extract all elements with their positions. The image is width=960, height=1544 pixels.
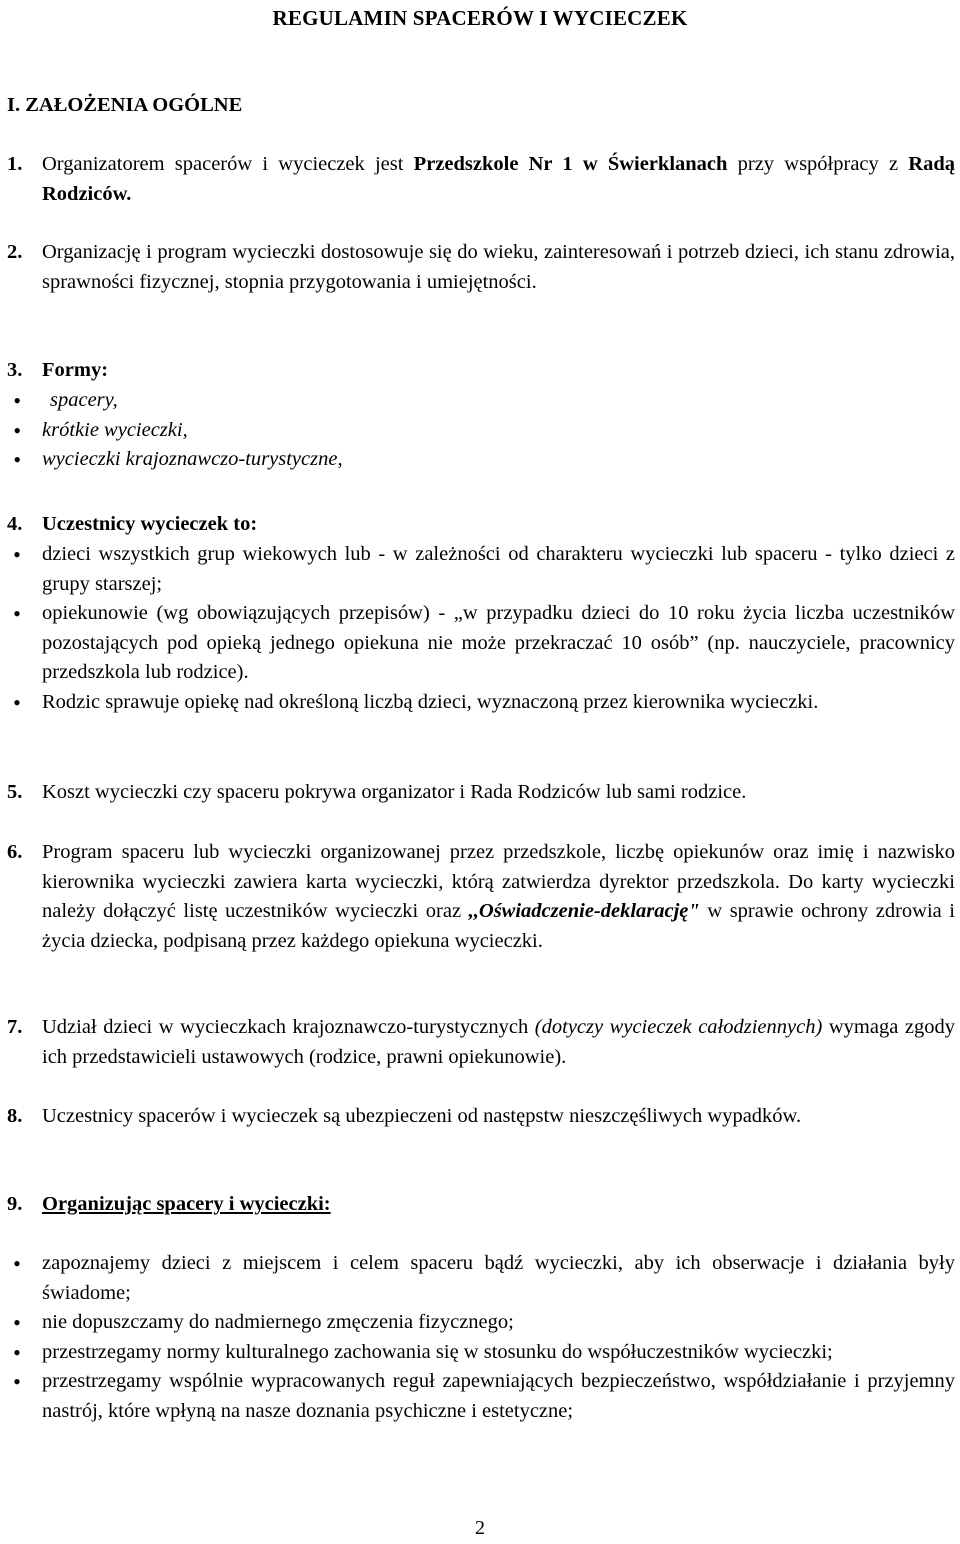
paragraph-number: 2.	[7, 241, 23, 263]
list-item	[7, 540, 955, 599]
parents-council: Radą Rodziców.	[42, 153, 955, 205]
paragraph-number: 4.	[7, 513, 23, 535]
list-item-text: krótkie wycieczki,	[42, 418, 188, 441]
list-item-text: opiekunowie (wg obowiązujących przepisów) - „w przypadku dzieci do 10 roku życia liczba uczestników pozostających pod opieką jednego opiekuna nie może przekraczać 10 osób” (np. nauczyciele, pracownicy przedszkola lub rodzice).	[42, 602, 955, 683]
list-item	[7, 445, 955, 475]
bullet-icon	[7, 540, 27, 572]
list-item-text: spacery,	[50, 389, 118, 411]
list-item	[7, 386, 955, 416]
declaration-title: ,,Oświadczenie-deklarację"	[468, 900, 700, 922]
bullet-icon	[7, 1367, 27, 1399]
list-item	[7, 688, 955, 718]
paragraph-4	[7, 510, 955, 540]
paragraph-heading-wrap	[42, 1190, 955, 1220]
list-item	[7, 416, 955, 446]
paragraph-5	[7, 778, 955, 808]
list-item-text: Rodzic sprawuje opiekę nad określoną liczbą dzieci, wyznaczoną przez kierownika wycieczki.	[42, 690, 819, 713]
paragraph-number: 7.	[7, 1016, 23, 1038]
bullet-icon	[7, 416, 27, 448]
paragraph-number: 8.	[7, 1105, 23, 1127]
bullet-icon	[7, 599, 27, 631]
forms-list	[7, 386, 955, 475]
paragraph-text	[42, 1013, 955, 1072]
list-item-text: dzieci wszystkich grup wiekowych lub - w zależności od charakteru wycieczki lub spaceru - tylko dzieci z grupy starszej;	[42, 543, 955, 595]
paragraph-text: Uczestnicy spacerów i wycieczek są ubezpieczeni od następstw nieszczęśliwych wypadków.	[42, 1105, 802, 1127]
bullet-icon	[7, 1249, 27, 1281]
paragraph-6	[7, 838, 955, 956]
bullet-icon	[7, 688, 27, 720]
participants-list	[7, 540, 955, 717]
bullet-icon	[7, 445, 27, 477]
text-run: Udział dzieci w wycieczkach krajoznawczo-turystycznych	[42, 1016, 535, 1038]
list-item-text: wycieczki krajoznawczo-turystyczne,	[42, 448, 343, 470]
paragraph-text: Organizację i program wycieczki dostosowuje się do wieku, zainteresowań i potrzeb dzieci, ich stanu zdrowia, sprawności fizycznej, stopnia przygotowania i umiejętności.	[42, 241, 955, 293]
list-item	[7, 1249, 955, 1308]
paragraph-number: 5.	[7, 781, 23, 803]
paragraph-9	[7, 1190, 955, 1220]
paragraph-3	[7, 356, 955, 386]
list-item	[7, 1367, 955, 1426]
list-item-text: przestrzegamy normy kulturalnego zachowania się w stosunku do współuczestników wycieczki;	[42, 1340, 833, 1363]
paragraph-heading: Uczestnicy wycieczek to:	[42, 513, 258, 535]
section-heading: I. ZAŁOŻENIA OGÓLNE	[7, 94, 243, 116]
paragraph-number: 9.	[7, 1193, 23, 1215]
paragraph-text: Koszt wycieczki czy spaceru pokrywa organizator i Rada Rodziców lub sami rodzice.	[42, 781, 747, 803]
text-run: Program spaceru lub wycieczki organizowanej przez przedszkole, liczbę opiekunów oraz imię i nazwisko kierownika wycieczki zawiera karta wycieczki, którą zatwierdza dyrektor przedszkola. Do karty wycieczki należy dołączyć listę uczestników wycieczki oraz	[42, 841, 955, 922]
text-run: przy współpracy z	[727, 153, 909, 175]
paragraph-7	[7, 1013, 955, 1072]
rules-list	[7, 1249, 955, 1426]
organizer-name: Przedszkole Nr 1 w Świerklanach	[413, 153, 728, 175]
list-item	[7, 599, 955, 688]
list-item	[7, 1338, 955, 1368]
document-title: REGULAMIN SPACERÓW I WYCIECZEK	[272, 6, 688, 30]
text-run: wymaga zgody ich przedstawicieli ustawowych (rodzice, prawni opiekunowie).	[42, 1016, 956, 1068]
paragraph-1	[7, 150, 955, 209]
text-run: Organizatorem spacerów i wycieczek jest	[42, 153, 414, 175]
list-item-text: zapoznajemy dzieci z miejscem i celem spaceru bądź wycieczki, aby ich obserwacje i działania były świadome;	[42, 1252, 955, 1304]
list-item-text: przestrzegamy wspólnie wypracowanych reguł zapewniających bezpieczeństwo, współdziałanie i przyjemny nastrój, które wpłyną na nasze doznania psychiczne i estetyczne;	[42, 1370, 955, 1422]
paragraph-number: 1.	[7, 153, 23, 175]
bullet-icon	[7, 1338, 27, 1370]
paragraph-2	[7, 238, 955, 297]
page-number: 2	[475, 1517, 485, 1539]
paragraph-text	[42, 150, 955, 209]
paragraph-8	[7, 1102, 955, 1132]
paragraph-heading: Organizując spacery i wycieczki:	[42, 1193, 331, 1215]
paragraph-number: 6.	[7, 841, 23, 863]
bullet-icon	[7, 1308, 27, 1340]
paragraph-text	[42, 838, 955, 956]
paragraph-number: 3.	[7, 359, 23, 381]
paragraph-heading: Formy:	[42, 359, 109, 381]
list-item	[7, 1308, 955, 1338]
list-item-text: nie dopuszczamy do nadmiernego zmęczenia fizycznego;	[42, 1311, 514, 1333]
text-run: w sprawie ochrony zdrowia i życia dziecka, podpisaną przez każdego opiekuna wycieczki.	[42, 900, 955, 952]
text-run-italic: (dotyczy wycieczek całodziennych)	[534, 1016, 823, 1038]
bullet-icon	[7, 386, 27, 418]
